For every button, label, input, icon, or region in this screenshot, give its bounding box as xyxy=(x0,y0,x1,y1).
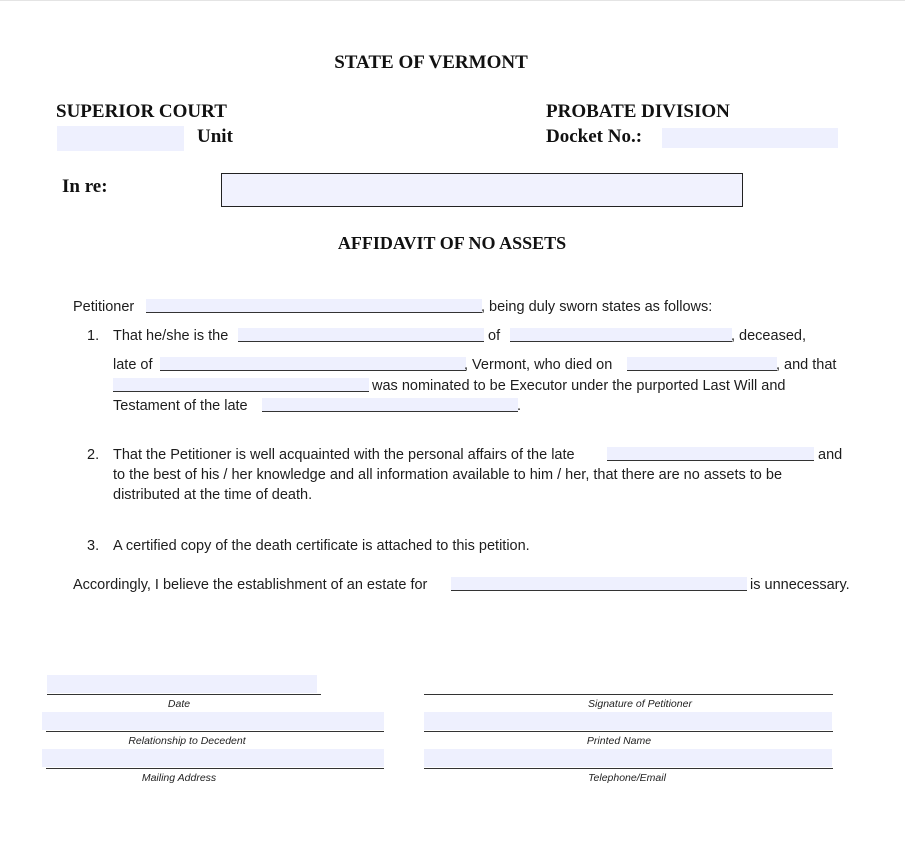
court-heading: SUPERIOR COURT xyxy=(56,101,227,122)
date-caption: Date xyxy=(167,698,191,710)
duly-sworn-text: , being duly sworn states as follows: xyxy=(481,299,713,315)
docket-number-input[interactable] xyxy=(662,128,838,148)
item-1-number: 1. xyxy=(87,328,100,344)
item-1-testament-text: Testament of the late xyxy=(113,398,248,414)
printed-name-line xyxy=(424,731,833,732)
petitioner-name-input[interactable] xyxy=(146,299,482,313)
in-re-input[interactable] xyxy=(221,173,743,207)
relationship-to-decedent-input[interactable] xyxy=(42,712,384,730)
mailing-address-input[interactable] xyxy=(42,749,384,767)
division-heading: PROBATE DIVISION xyxy=(546,101,730,122)
telephone-email-caption: Telephone/Email xyxy=(588,772,666,784)
docket-label: Docket No.: xyxy=(546,126,643,147)
relationship-input[interactable] xyxy=(238,328,484,342)
unit-label: Unit xyxy=(197,126,233,147)
executor-name-input[interactable] xyxy=(113,378,369,392)
mailing-address-caption: Mailing Address xyxy=(141,772,217,784)
signature-line xyxy=(424,694,833,695)
personal-affairs-name-input[interactable] xyxy=(607,447,814,461)
item-1-period: . xyxy=(517,398,522,414)
date-line xyxy=(47,694,321,695)
item-2-number: 2. xyxy=(87,447,100,463)
item-2-and-text: and xyxy=(818,447,843,463)
item-1-late-of-text: late of xyxy=(113,357,153,373)
accordingly-text: Accordingly, I believe the establishment of an estate for xyxy=(73,577,428,593)
telephone-email-line xyxy=(424,768,833,769)
telephone-email-input[interactable] xyxy=(424,749,832,767)
page-top-border xyxy=(0,0,905,1)
late-of-input[interactable] xyxy=(160,357,466,371)
item-1-and-that-text: , and that xyxy=(776,357,837,373)
in-re-label: In re: xyxy=(62,176,108,197)
unnecessary-text: is unnecessary. xyxy=(750,577,850,593)
unit-input[interactable] xyxy=(57,126,184,151)
signature-caption: Signature of Petitioner xyxy=(588,698,692,710)
signature-input[interactable] xyxy=(424,680,832,693)
item-1-deceased-text: , deceased, xyxy=(731,328,806,344)
item-2-line-2: to the best of his / her knowledge and all information available to him / her, that there are no assets to be xyxy=(113,467,783,483)
decedent-name-input[interactable] xyxy=(510,328,732,342)
testament-of-late-input[interactable] xyxy=(262,398,518,412)
date-input[interactable] xyxy=(47,675,317,693)
state-heading: STATE OF VERMONT xyxy=(334,52,528,73)
item-1-that-text: That he/she is the xyxy=(113,328,229,344)
item-1-of-text: of xyxy=(488,328,501,344)
mailing-address-line xyxy=(46,768,384,769)
item-1-nominated-text: was nominated to be Executor under the purported Last Will and xyxy=(372,378,786,394)
printed-name-caption: Printed Name xyxy=(586,735,652,747)
item-2-line-1: That the Petitioner is well acquainted with the personal affairs of the late xyxy=(113,447,575,463)
item-2-line-3: distributed at the time of death. xyxy=(113,487,313,503)
printed-name-input[interactable] xyxy=(424,712,832,730)
petitioner-label: Petitioner xyxy=(73,299,135,315)
item-3-text: A certified copy of the death certificate is attached to this petition. xyxy=(113,538,530,554)
relationship-caption: Relationship to Decedent xyxy=(128,735,246,747)
date-of-death-input[interactable] xyxy=(627,357,777,371)
relationship-line xyxy=(46,731,384,732)
item-3-number: 3. xyxy=(87,538,100,554)
item-1-vermont-text: , Vermont, who died on xyxy=(464,357,613,373)
estate-for-input[interactable] xyxy=(451,577,747,591)
document-title: AFFIDAVIT OF NO ASSETS xyxy=(337,233,567,253)
